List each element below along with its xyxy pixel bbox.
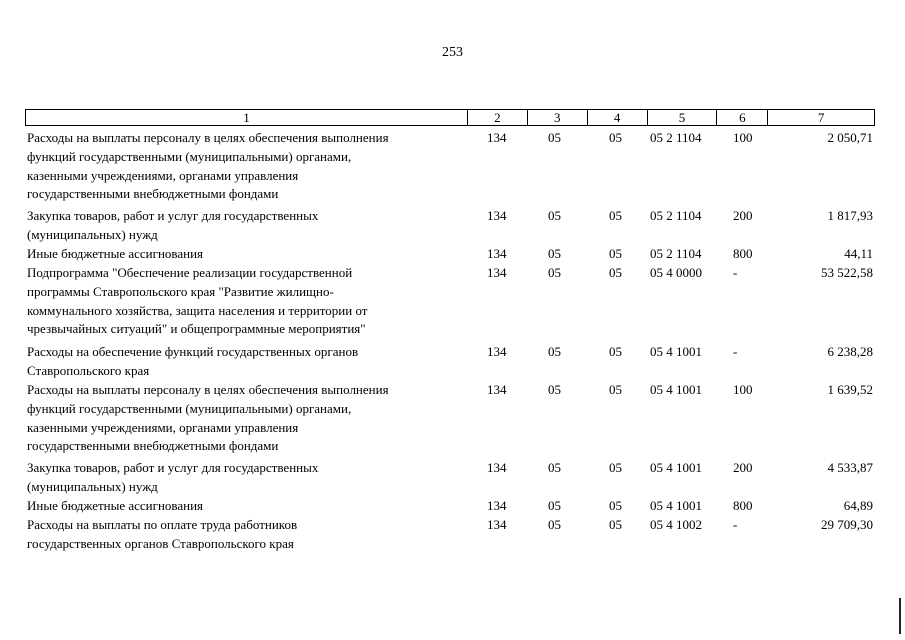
description-line: (муниципальных) нужд: [27, 226, 158, 242]
description-line: Расходы на выплаты персоналу в целях обеспечения выполнения: [27, 382, 389, 397]
cell-target-article: 05 2 1104: [650, 246, 702, 261]
row-description: [27, 459, 467, 497]
cell-amount: 6 238,28: [827, 344, 873, 359]
description-line: Расходы на выплаты персоналу в целях обеспечения выполнения: [27, 130, 389, 145]
description-line: государственных органов Ставропольского края: [27, 535, 294, 551]
cell-section: 05: [548, 265, 561, 280]
cell-target-article: 05 4 1001: [650, 460, 702, 475]
cell-subsection: 05: [609, 460, 622, 475]
cell-expense-type: 800: [733, 246, 753, 261]
cell-section: 05: [548, 344, 561, 359]
row-description: [27, 343, 467, 381]
description-line: программы Ставропольского края "Развитие жилищно-: [27, 283, 334, 299]
description-line: чрезвычайных ситуаций" и общепрограммные мероприятия": [27, 321, 366, 337]
cell-target-article: 05 4 1001: [650, 344, 702, 359]
cell-expense-type: 800: [733, 498, 753, 513]
cell-subsection: 05: [609, 517, 622, 532]
header-col-1: 1: [243, 110, 250, 125]
description-line: Подпрограмма "Обеспечение реализации государственной: [27, 265, 353, 280]
cell-section: 05: [548, 498, 561, 513]
description-line: казенными учреждениями, органами управления: [27, 419, 299, 435]
cell-amount: 44,11: [844, 246, 873, 261]
cell-ministry: 134: [487, 517, 507, 532]
cell-subsection: 05: [609, 265, 622, 280]
description-line: функций государственными (муниципальными) органами,: [27, 400, 352, 416]
cell-subsection: 05: [609, 382, 622, 397]
cell-section: 05: [548, 130, 561, 145]
table-header-row: [25, 109, 875, 126]
row-description: [27, 381, 467, 456]
cell-target-article: 05 4 0000: [650, 265, 702, 280]
cell-subsection: 05: [609, 246, 622, 261]
table-row: [25, 516, 875, 551]
cell-expense-type: -: [733, 517, 738, 532]
row-description: [27, 207, 467, 245]
cell-target-article: 05 2 1104: [650, 208, 702, 223]
row-description: [27, 129, 467, 204]
description-line: казенными учреждениями, органами управления: [27, 167, 299, 183]
cell-section: 05: [548, 460, 561, 475]
page-number: 253: [442, 45, 463, 60]
description-line: государственными внебюджетными фондами: [27, 438, 279, 454]
header-col-5: 5: [647, 110, 717, 125]
header-col-4: 4: [587, 110, 647, 125]
cell-subsection: 05: [609, 130, 622, 145]
cell-expense-type: 200: [733, 208, 753, 223]
table-row: [25, 245, 875, 263]
cell-expense-type: -: [733, 265, 738, 280]
cell-target-article: 05 2 1104: [650, 130, 702, 145]
description-line: государственными внебюджетными фондами: [27, 186, 279, 202]
description-line: коммунального хозяйства, защита населения и территории от: [27, 302, 368, 318]
table-row: [25, 459, 875, 494]
table-row: [25, 207, 875, 242]
cell-subsection: 05: [609, 344, 622, 359]
cell-target-article: 05 4 1001: [650, 382, 702, 397]
table-row: [25, 497, 875, 515]
header-col-7: 7: [767, 110, 874, 125]
cell-amount: 29 709,30: [821, 517, 873, 532]
cell-ministry: 134: [487, 130, 507, 145]
cell-subsection: 05: [609, 208, 622, 223]
cell-expense-type: 100: [733, 382, 753, 397]
description-line: Иные бюджетные ассигнования: [27, 246, 204, 261]
cell-ministry: 134: [487, 208, 507, 223]
cell-expense-type: 100: [733, 130, 753, 145]
scan-edge-mark: [899, 598, 901, 634]
row-description: [27, 264, 467, 339]
cell-amount: 4 533,87: [827, 460, 873, 475]
cell-expense-type: 200: [733, 460, 753, 475]
description-line: Закупка товаров, работ и услуг для государственных: [27, 460, 319, 475]
cell-target-article: 05 4 1001: [650, 498, 702, 513]
cell-amount: 2 050,71: [827, 130, 873, 145]
cell-ministry: 134: [487, 498, 507, 513]
description-line: Расходы на выплаты по оплате труда работников: [27, 517, 298, 532]
description-line: Расходы на обеспечение функций государственных органов: [27, 344, 359, 359]
description-line: (муниципальных) нужд: [27, 478, 158, 494]
cell-section: 05: [548, 517, 561, 532]
header-col-3: 3: [527, 110, 587, 125]
description-line: Закупка товаров, работ и услуг для государственных: [27, 208, 319, 223]
cell-ministry: 134: [487, 344, 507, 359]
cell-ministry: 134: [487, 382, 507, 397]
cell-amount: 1 817,93: [827, 208, 873, 223]
cell-amount: 53 522,58: [821, 265, 873, 280]
description-line: функций государственными (муниципальными) органами,: [27, 148, 352, 164]
table-row: [25, 129, 875, 202]
cell-amount: 1 639,52: [827, 382, 873, 397]
cell-ministry: 134: [487, 265, 507, 280]
description-line: Ставропольского края: [27, 362, 150, 378]
cell-section: 05: [548, 382, 561, 397]
row-description: [27, 497, 467, 516]
table-row: [25, 264, 875, 337]
cell-section: 05: [548, 208, 561, 223]
description-line: Иные бюджетные ассигнования: [27, 498, 204, 513]
row-description: [27, 516, 467, 554]
cell-subsection: 05: [609, 498, 622, 513]
cell-amount: 64,89: [843, 498, 873, 513]
cell-section: 05: [548, 246, 561, 261]
header-col-6: 6: [716, 110, 767, 125]
cell-target-article: 05 4 1002: [650, 517, 702, 532]
cell-ministry: 134: [487, 460, 507, 475]
row-description: [27, 245, 467, 264]
cell-ministry: 134: [487, 246, 507, 261]
table-row: [25, 343, 875, 378]
cell-expense-type: -: [733, 344, 738, 359]
header-col-2: 2: [467, 110, 527, 125]
table-row: [25, 381, 875, 454]
